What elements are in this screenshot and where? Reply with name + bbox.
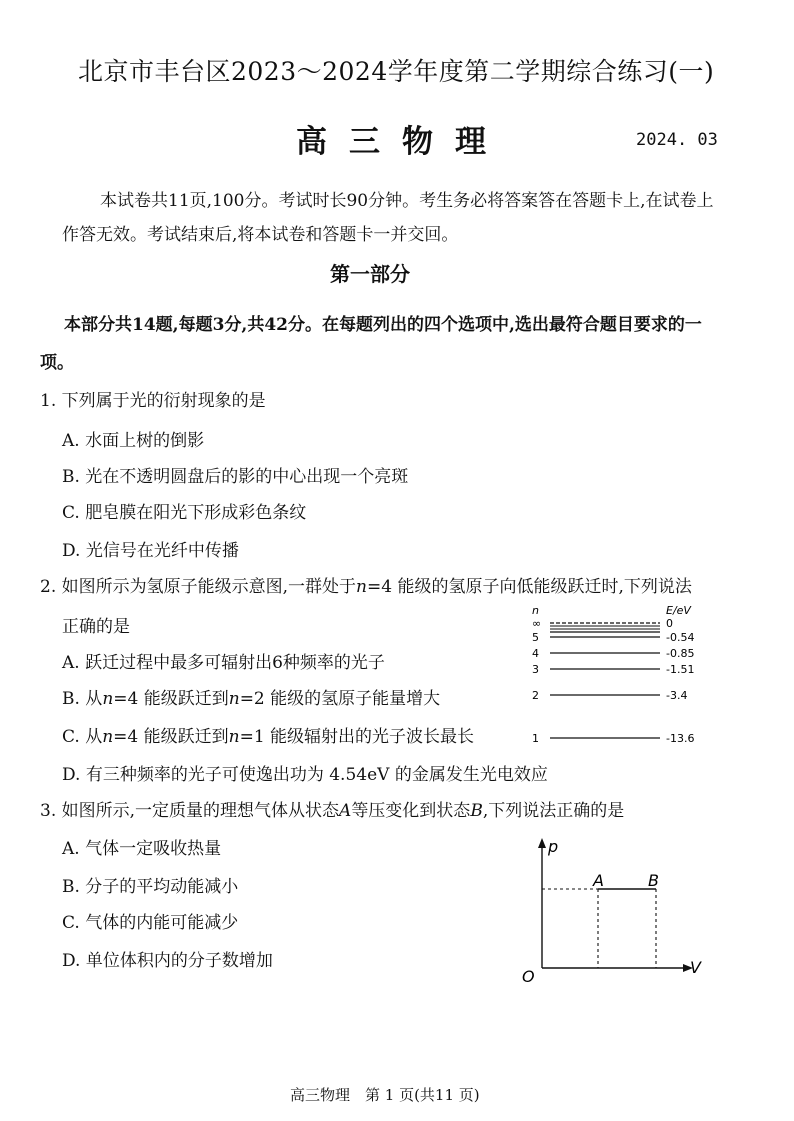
level-n-2: 2 xyxy=(532,689,539,702)
q3-stem-state-a: A xyxy=(339,801,352,821)
level-e-inf: 0 xyxy=(666,617,673,630)
section-title: 第一部分 xyxy=(330,262,410,286)
q2-option-b-part3: =2 能级的氢原子能量增大 xyxy=(239,689,441,709)
level-n-3: 3 xyxy=(532,663,539,676)
q2-option-b-n1: n xyxy=(102,689,114,709)
q2-option-c-part3: =1 能级辐射出的光子波长最长 xyxy=(239,727,475,747)
q2-option-b-part2: =4 能级跃迁到 xyxy=(113,689,229,709)
q2-option-c-n2: n xyxy=(228,727,240,747)
q3-option-d: D. 单位体积内的分子数增加 xyxy=(62,951,273,971)
q2-stem-part1: 2. 如图所示为氢原子能级示意图,一群处于 xyxy=(40,577,357,597)
p-axis-label: p xyxy=(548,837,559,856)
level-n-5: 5 xyxy=(532,631,539,644)
q2-option-b-n2: n xyxy=(228,689,240,709)
q3-stem-state-b: B xyxy=(470,801,483,821)
q3-stem xyxy=(40,796,624,821)
q2-option-d: D. 有三种频率的光子可使逸出功为 4.54eV 的金属发生光电效应 xyxy=(62,765,548,785)
pv-graph xyxy=(518,834,718,984)
level-n-inf: ∞ xyxy=(532,617,542,630)
point-b-label: B xyxy=(648,871,659,890)
q2-stem-n: n xyxy=(356,577,367,597)
q1-stem: 1. 下列属于光的衍射现象的是 xyxy=(40,391,266,411)
q3-stem-part2: 等压变化到状态 xyxy=(351,801,471,821)
section-description: 本部分共14题,每题3分,共42分。在每题列出的四个选项中,选出最符合题目要求的一项。 xyxy=(40,315,702,373)
level-e-2: -3.4 xyxy=(666,689,688,702)
q3-option-b: B. 分子的平均动能减小 xyxy=(62,877,239,897)
q2-option-a: A. 跃迁过程中最多可辐射出6种频率的光子 xyxy=(62,653,385,673)
exam-instructions: 本试卷共11页,100分。考试时长90分钟。考生务必将答案答在答题卡上,在试卷上作答无效。考试结束后,将本试卷和答题卡一并交回。 xyxy=(62,191,714,245)
q3-stem-part1: 3. 如图所示,一定质量的理想气体从状态 xyxy=(40,801,340,821)
q3-option-a: A. 气体一定吸收热量 xyxy=(62,839,222,859)
page-footer: 高三物理 第 1 页(共11 页) xyxy=(290,1086,480,1104)
q2-option-c-part2: =4 能级跃迁到 xyxy=(113,727,229,747)
q2-stem-part2: =4 能级的氢原子向低能级跃迁时,下列说法 xyxy=(366,577,692,597)
q2-option-c-part1: C. 从 xyxy=(62,727,103,747)
level-e-4: -0.85 xyxy=(666,647,695,660)
q1-option-d: D. 光信号在光纤中传播 xyxy=(62,541,239,561)
level-e-3: -1.51 xyxy=(666,663,695,676)
level-e-1: -13.6 xyxy=(666,732,695,745)
q2-stem-continued: 正确的是 xyxy=(62,617,130,637)
diagram-e-label: E/eV xyxy=(666,604,691,617)
origin-label: O xyxy=(522,967,535,986)
level-e-5: -0.54 xyxy=(666,631,695,644)
q1-option-b: B. 光在不透明圆盘后的影的中心出现一个亮斑 xyxy=(62,467,409,487)
level-n-4: 4 xyxy=(532,647,539,660)
q1-option-a: A. 水面上树的倒影 xyxy=(62,431,205,451)
q2-option-c-n1: n xyxy=(102,727,114,747)
energy-level-diagram xyxy=(520,600,720,750)
q3-option-c: C. 气体的内能可能减少 xyxy=(62,913,239,933)
subject-title: 高三物理 xyxy=(296,124,508,160)
q1-option-c: C. 肥皂膜在阳光下形成彩色条纹 xyxy=(62,503,307,523)
v-axis-label: V xyxy=(690,958,701,977)
q2-option-b-part1: B. 从 xyxy=(62,689,103,709)
diagram-n-label: n xyxy=(532,604,539,617)
q2-option-c xyxy=(62,722,474,747)
q3-stem-part3: ,下列说法正确的是 xyxy=(482,801,625,821)
exam-title: 北京市丰台区2023～2024学年度第二学期综合练习(一) xyxy=(78,57,715,86)
point-a-label: A xyxy=(593,871,604,890)
q2-stem xyxy=(40,572,692,597)
p-axis-arrow xyxy=(538,838,546,848)
q2-option-b xyxy=(62,684,440,709)
level-n-1: 1 xyxy=(532,732,539,745)
exam-date: 2024. 03 xyxy=(636,130,718,150)
